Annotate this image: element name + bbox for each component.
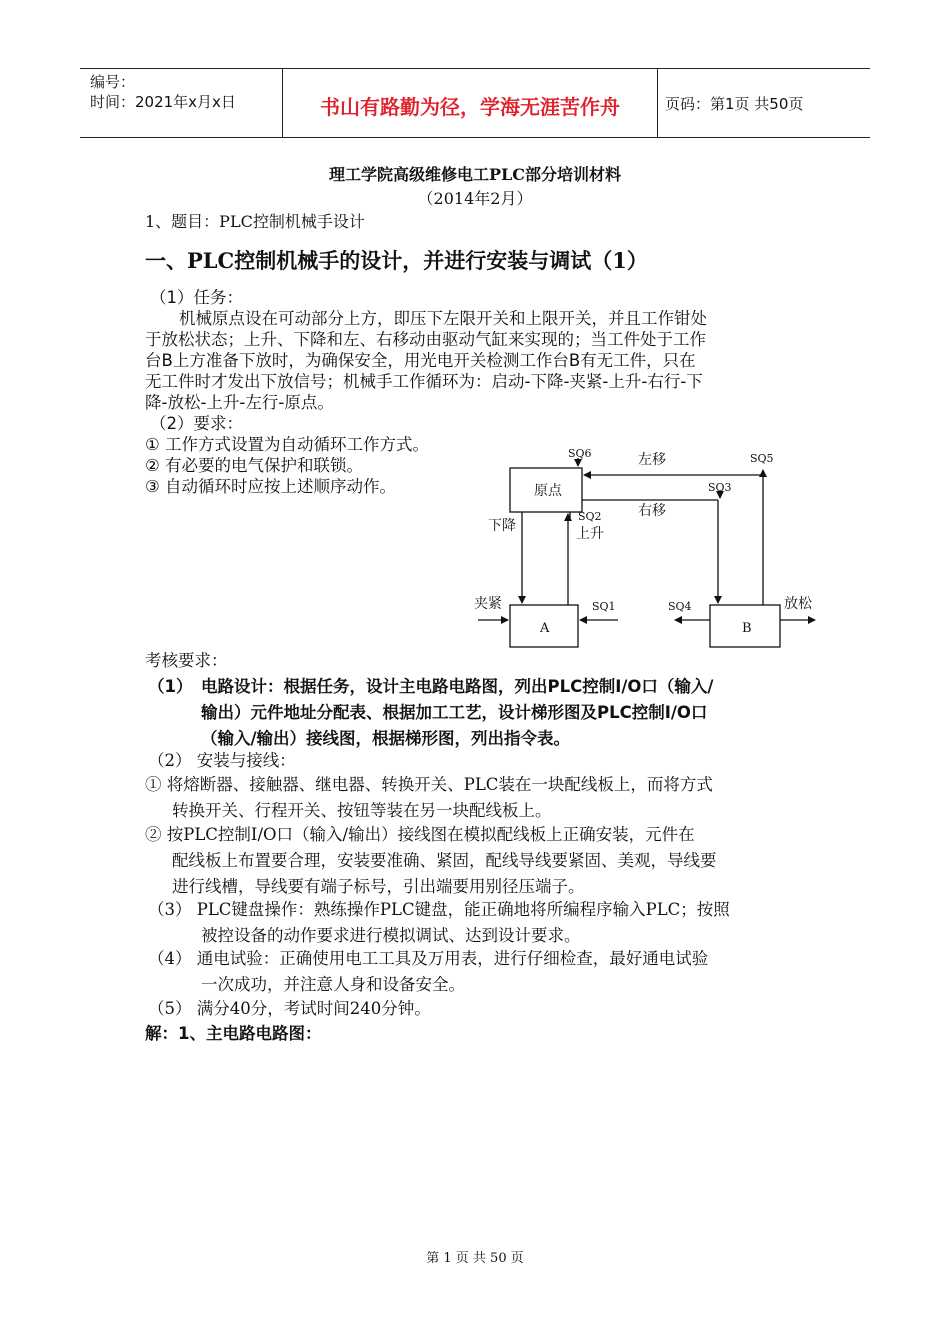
solution-heading: 解：1、主电路电路图：: [145, 1024, 322, 1043]
down-label: 下降: [488, 518, 516, 534]
exam-line: 被控设备的动作要求进行模拟调试、达到设计要求。: [201, 926, 581, 945]
number-label: 编号：: [90, 73, 136, 91]
sq4-label: SQ4: [668, 600, 692, 613]
section-heading: 一、PLC控制机械手的设计，并进行安装与调试（1）: [145, 248, 648, 273]
exam-line: ① 将熔断器、接触器、继电器、转换开关、PLC装在一块配线板上，而将方式: [145, 775, 713, 794]
req-label: （2）要求：: [150, 414, 243, 433]
task-line: 降-放松-上升-左行-原点。: [145, 393, 334, 412]
sq6-label: SQ6: [568, 447, 592, 460]
doc-title: 理工学院高级维修电工PLC部分培训材料: [328, 165, 622, 184]
motto: 书山有路勤为径，学海无涯苦作舟: [320, 95, 620, 119]
exam-item-5: （5） 满分40分，考试时间240分钟。: [148, 999, 431, 1018]
exam-line: 电路设计：根据任务，设计主电路电路图，列出PLC控制I/O口（输入/: [201, 677, 714, 696]
exam-line: 配线板上布置要合理，安装要准确、紧固，配线导线要紧固、美观，导线要: [172, 851, 717, 870]
header-divider: [282, 69, 283, 137]
req-list: [145, 434, 429, 497]
header-divider: [657, 69, 658, 137]
exam-line: （输入/输出）接线图，根据梯形图，列出指令表。: [201, 729, 571, 748]
sq2-label: SQ2: [578, 510, 602, 523]
exam-line: （4） 通电试验：正确使用电工工具及万用表，进行仔细检查，最好通电试验: [148, 949, 709, 968]
origin-label: 原点: [534, 483, 562, 499]
clamp-label: 夹紧: [474, 596, 502, 612]
exam-line: 进行线槽，导线要有端子标号，引出端要用别径压端子。: [172, 877, 585, 896]
left-move-label: 左移: [638, 452, 666, 468]
exam-line: 一次成功，并注意人身和设备安全。: [201, 975, 465, 994]
box-a-label: A: [540, 621, 550, 636]
exam-item-2: （2） 安装与接线：: [148, 751, 296, 770]
sq3-label: SQ3: [708, 481, 732, 494]
task-line: 机械原点设在可动部分上方，即压下左限开关和上限开关，并且工作钳处: [179, 309, 707, 328]
right-move-label: 右移: [638, 503, 666, 519]
req-item: ② 有必要的电气保护和联锁。: [145, 456, 364, 475]
exam-line: ② 按PLC控制I/O口（输入/输出）接线图在模拟配线板上正确安装，元件在: [145, 825, 695, 844]
sq1-label: SQ1: [592, 600, 616, 613]
header-table: [80, 68, 870, 138]
task-label: （1）任务：: [150, 288, 243, 307]
sq5-label: SQ5: [750, 452, 774, 465]
topic: 1、题目：PLC控制机械手设计: [145, 212, 365, 231]
exam-line: 输出）元件地址分配表、根据加工工艺，设计梯形图及PLC控制I/O口: [201, 703, 708, 722]
task-line: 台B上方准备下放时，为确保安全，用光电开关检测工作台B有无工件，只在: [145, 351, 696, 370]
exam-line: 转换开关、行程开关、按钮等装在另一块配线板上。: [172, 801, 552, 820]
exam-label: 考核要求：: [145, 651, 228, 670]
exam-item-4: [148, 946, 828, 998]
manipulator-diagram: [470, 440, 830, 655]
page-footer: 第 1 页 共 50 页: [426, 1251, 524, 1266]
req-item: ① 工作方式设置为自动循环工作方式。: [145, 435, 430, 454]
exam-item-3: [148, 897, 828, 949]
task-paragraph: [145, 308, 820, 413]
exam-item-2b: [145, 822, 825, 900]
exam-item-1-num: （1）: [148, 677, 193, 696]
box-b-label: B: [742, 621, 752, 636]
task-line: 无工件时才发出下放信号；机械手工作循环为：启动-下降-夹紧-上升-右行-下: [145, 372, 703, 391]
up-label: 上升: [576, 526, 604, 542]
exam-item-1: [148, 674, 828, 752]
release-label: 放松: [784, 596, 812, 612]
req-item: ③ 自动循环时应按上述顺序动作。: [145, 477, 397, 496]
time-label: 时间：2021年x月x日: [90, 93, 236, 111]
exam-item-2a: [145, 772, 825, 824]
exam-line: （3） PLC键盘操作：熟练操作PLC键盘，能正确地将所编程序输入PLC；按照: [148, 900, 730, 919]
page-info: 页码：第1页 共50页: [665, 95, 804, 113]
task-line: 于放松状态；上升、下降和左、右移动由驱动气缸来实现的；当工件处于工作: [145, 330, 706, 349]
doc-date: （2014年2月）: [417, 189, 533, 208]
header-meta: [90, 72, 236, 112]
